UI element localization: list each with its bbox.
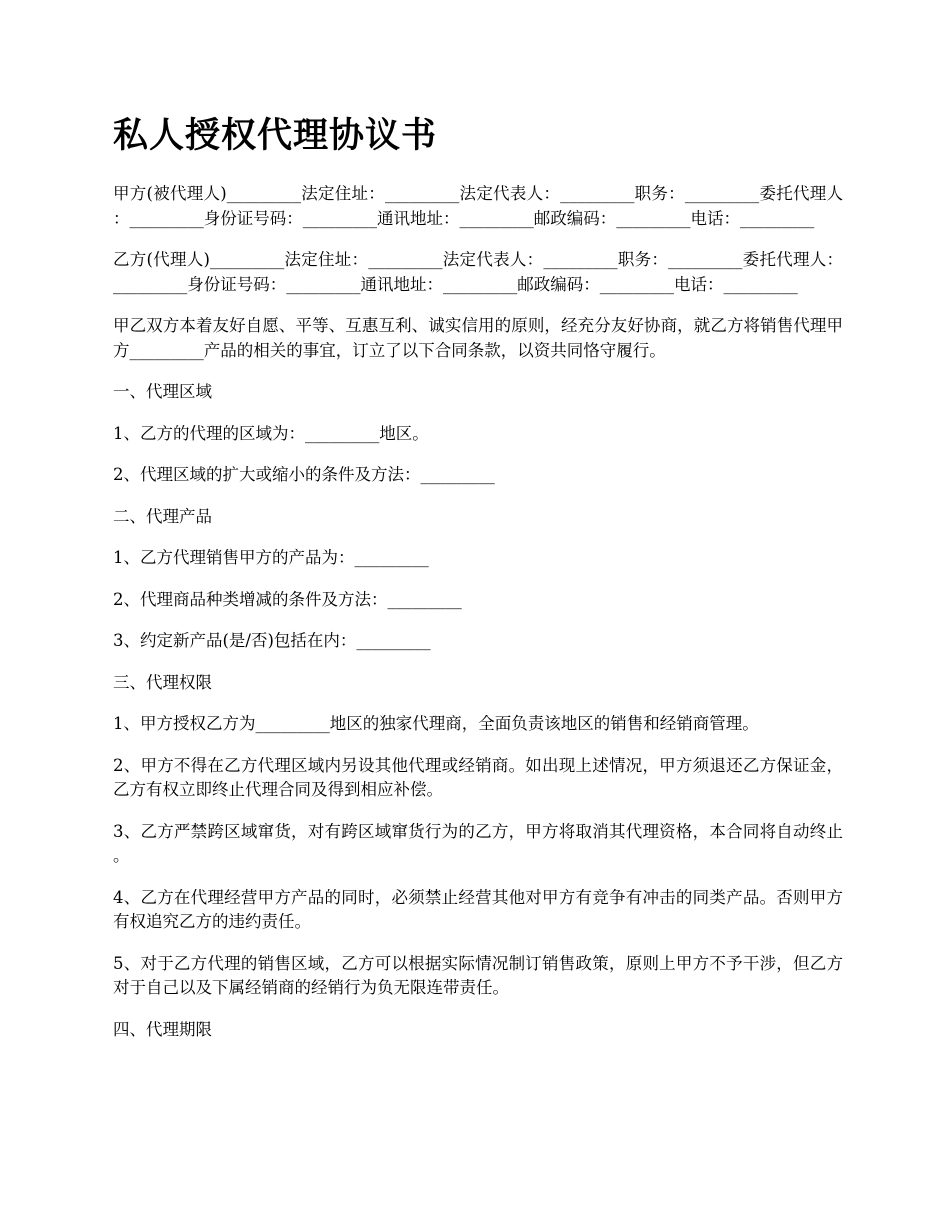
section-heading-agency-authority: 三、代理权限: [113, 672, 212, 692]
section-heading-agency-term: 四、代理期限: [113, 1019, 212, 1039]
section-heading-agency-products: 二、代理产品: [113, 506, 212, 526]
party-b-info: 乙方(代理人)_________法定住址：_________法定代表人：_________职务：_________委托代理人：_________身份证号码：_________通讯地址：_________邮政编码：_________电话：_________: [113, 250, 843, 294]
clause-authority-5: 5、对于乙方代理的销售区域，乙方可以根据实际情况制订销售政策，原则上甲方不予干涉，但乙方对于自己以及下属经销商的经销行为负无限连带责任。: [113, 953, 843, 997]
preamble: 甲乙双方本着友好自愿、平等、互惠互利、诚实信用的原则，经充分友好协商，就乙方将销售代理甲方_________产品的相关的事宜，订立了以下合同条款，以资共同恪守履行。: [113, 316, 843, 360]
clause-region-1: 1、乙方的代理的区域为：_________地区。: [113, 423, 429, 443]
clause-products-2: 2、代理商品种类增减的条件及方法：_________: [113, 589, 462, 609]
clause-products-3: 3、约定新产品(是/否)包括在内：_________: [113, 631, 431, 650]
document-page: [113, 110, 843, 1059]
clause-authority-2: 2、甲方不得在乙方代理区域内另设其他代理或经销商。如出现上述情况，甲方须退还乙方保证金，乙方有权立即终止代理合同及得到相应补偿。: [113, 755, 843, 799]
section-heading-agency-region: 一、代理区域: [113, 382, 212, 401]
clause-authority-3: 3、乙方严禁跨区域窜货，对有跨区域窜货行为的乙方，甲方将取消其代理资格，本合同将自动终止。: [113, 821, 843, 865]
party-a-info: 甲方(被代理人)_________法定住址：_________法定代表人：_________职务：_________委托代理人：_________身份证号码：_________通讯地址：_________邮政编码：_________电话：_________: [113, 184, 843, 228]
clause-products-1: 1、乙方代理销售甲方的产品为：_________: [113, 548, 429, 567]
clause-authority-4: 4、乙方在代理经营甲方产品的同时，必须禁止经营其他对甲方有竞争有冲击的同类产品。否则甲方有权追究乙方的违约责任。: [113, 887, 843, 931]
clause-region-2: 2、代理区域的扩大或缩小的条件及方法：_________: [113, 465, 495, 484]
document-title: 私人授权代理协议书: [113, 116, 438, 156]
clause-authority-1: 1、甲方授权乙方为_________地区的独家代理商，全面负责该地区的销售和经销商管理。: [113, 714, 759, 733]
